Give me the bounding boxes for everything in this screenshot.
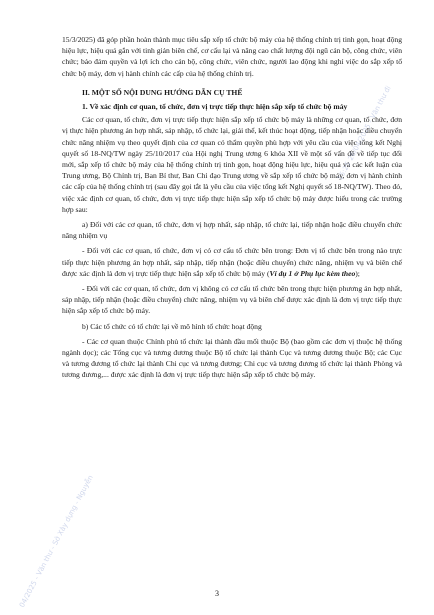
watermark-right: 15:25 26/04/2025 - Văn thư đi — [336, 84, 393, 182]
item-a: a) Đối với các cơ quan, tổ chức, đơn vị hợp nhất, sáp nhập, tổ chức lại, tiếp nhận hoặc điều chuyển chức năng nhiệm vụ — [62, 220, 402, 241]
item-a2: - Đối với các cơ quan, tổ chức, đơn vị không có cơ cấu tổ chức bên trong thực hiện phương án hợp nhất, sáp nhập, tiếp nhận (hoặc điều chuyển) chức năng, nhiệm vụ và biên chế được xác định là đơn vị trực tiếp thực hiện sắp xếp tổ chức bộ máy. — [62, 284, 402, 316]
item-b1: - Các cơ quan thuộc Chính phủ tổ chức lại thành đầu mối thuộc Bộ (bao gồm các đơn vị thuộc hệ thống ngành dọc); các Tổng cục và tương đương thuộc Bộ tổ chức lại thành Cục và tương đương thuộc Bộ; các Cục và tương đương tổ chức lại thành Chi cục và tương đương; Chi cục và tương đương tổ chức lại thành Phòng và tương đương,... được xác định là đơn vị trực tiếp thực hiện sắp xếp tổ chức bộ máy. — [62, 336, 402, 380]
item-b: b) Các tổ chức có tổ chức lại về mô hình tổ chức hoạt động — [82, 321, 262, 331]
item-a1-end: ); — [355, 268, 360, 278]
section-heading: II. MỘT SỐ NỘI DUNG HƯỚNG DẪN CỤ THỂ — [82, 87, 243, 97]
page-number: 3 — [215, 589, 219, 598]
main-paragraph: Các cơ quan, tổ chức, đơn vị trực tiếp thực hiện sắp xếp tổ chức bộ máy là những cơ quan, tổ chức, đơn vị thực hiện phương án hợp nhất, sáp nhập, tổ chức lại, giải thể, kết thúc hoạt động, tiếp nhận hoặc điều chuyển chức năng nhiệm vụ theo quyết định của cơ quan có thẩm quyền phù hợp với yêu cầu của việc tổng kết Nghị quyết số 18-NQ/TW ngày 25/10/2017 của Hội nghị Trung ương 6 khóa XII về một số vấn đề về tiếp tục đổi mới, sắp xếp tổ chức bộ máy của hệ thống chính trị tinh gọn, hoạt động hiệu lực, hiệu quả và các kết luận của Trung ương, Bộ Chính trị, Ban Bí thư, Ban Chỉ đạo Trung ương về sắp xếp tổ chức bộ máy, đơn vị hành chính các cấp của hệ thống chính trị (sau đây gọi tắt là yêu cầu của việc tổng kết Nghị quyết số 18-NQ/TW). Theo đó, việc xác định cơ quan, tổ chức, đơn vị trực tiếp thực hiện sắp xếp tổ chức bộ máy được hiểu trong các trường hợp sau: — [62, 115, 402, 214]
item-a1-text: - Đối với các cơ quan, tổ chức, đơn vị có cơ cấu tổ chức bên trong: Đơn vị tổ chức bên trong nào trực tiếp thực hiện phương án hợp nhất, sáp nhập, tiếp nhận (hoặc điều chuyển) chức năng, nhiệm vụ và biên chế được xác định là đơn vị trực tiếp thực hiện sắp xếp tổ chức bộ máy ( — [62, 246, 402, 278]
intro-paragraph: 15/3/2025) đã góp phần hoàn thành mục tiêu sắp xếp tổ chức bộ máy của hệ thống chính trị tinh gọn, hoạt động hiệu lực, hiệu quả gắn với tinh giản biên chế, cơ cấu lại và nâng cao chất lượng đội ngũ cán bộ, công chức, viên chức; bảo đảm quyền và lợi ích cho cán bộ, công chức, viên chức, người lao động khi nghỉ việc do sắp xếp tổ chức bộ máy, đơn vị hành chính các cấp của hệ thống chính trị. — [62, 35, 402, 78]
sub-heading-1: 1. Về xác định cơ quan, tổ chức, đơn vị trực tiếp thực hiện sắp xếp tổ chức bộ máy — [82, 102, 348, 112]
watermark-left: 04/2025 - Văn thư - Sở Xây dựng - Nguyễn — [18, 473, 95, 609]
item-a1 — [62, 245, 402, 279]
document-page — [62, 34, 402, 381]
item-a1-example: Ví dụ 1 ở Phụ lục kèm theo — [269, 268, 356, 278]
